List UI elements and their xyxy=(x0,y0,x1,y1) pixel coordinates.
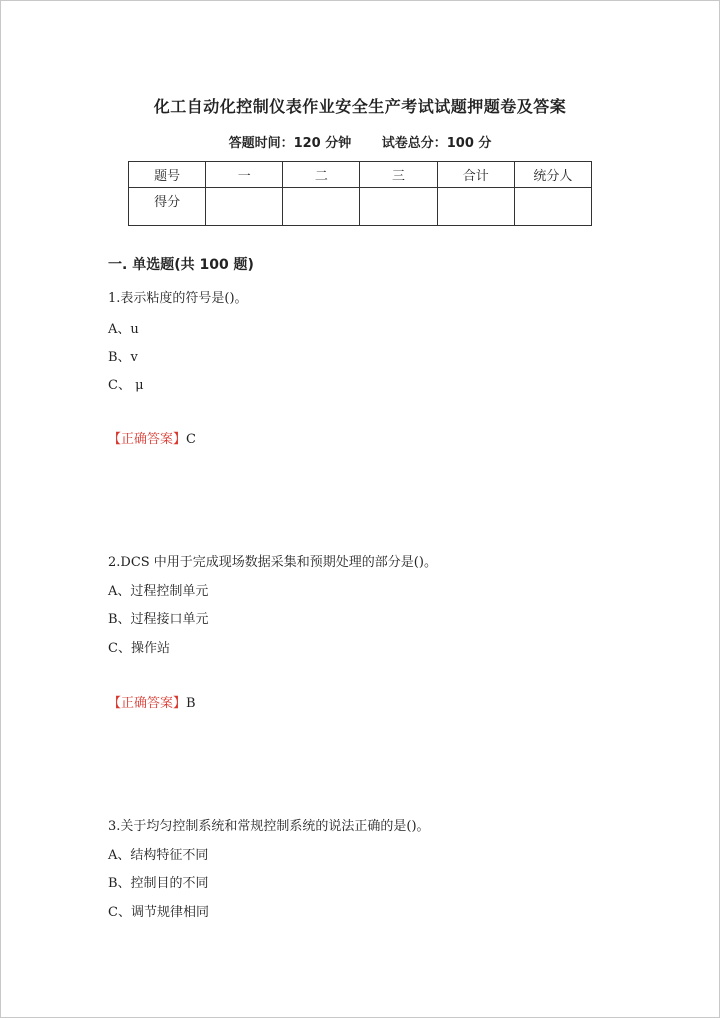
score-cell xyxy=(514,188,591,226)
option-a: A、结构特征不同 xyxy=(108,848,209,863)
option-c: C、调节规律相同 xyxy=(108,905,209,920)
option-c: C、 μ xyxy=(108,378,144,393)
option-a: A、u xyxy=(108,322,139,337)
score-table-score-row xyxy=(129,188,592,226)
score-header-cell: 合计 xyxy=(437,162,514,188)
score-cell xyxy=(206,188,283,226)
section-title: 一. 单选题(共 100 题) xyxy=(108,257,254,273)
option-b: B、过程接口单元 xyxy=(108,612,209,627)
option-c: C、操作站 xyxy=(108,641,170,656)
correct-answer-label: 【正确答案】 xyxy=(108,432,187,447)
correct-answer-value: B xyxy=(186,696,196,711)
exam-total-score: 试卷总分：100 分 xyxy=(381,136,492,151)
question-text: 2.DCS 中用于完成现场数据采集和预期处理的部分是()。 xyxy=(108,555,437,570)
score-cell xyxy=(437,188,514,226)
correct-answer-label: 【正确答案】 xyxy=(108,696,187,711)
exam-time: 答题时间：120 分钟 xyxy=(228,136,352,151)
score-table xyxy=(128,161,592,226)
exam-info xyxy=(0,132,720,151)
score-row-label: 得分 xyxy=(129,188,206,226)
score-cell xyxy=(283,188,360,226)
question-text: 3.关于均匀控制系统和常规控制系统的说法正确的是()。 xyxy=(108,819,430,834)
score-header-cell: 统分人 xyxy=(514,162,591,188)
score-header-cell: 三 xyxy=(360,162,437,188)
score-header-cell: 二 xyxy=(283,162,360,188)
score-cell xyxy=(360,188,437,226)
question-text: 1.表示粘度的符号是()。 xyxy=(108,291,248,306)
option-b: B、控制目的不同 xyxy=(108,876,209,891)
correct-answer xyxy=(108,428,196,447)
option-b: B、v xyxy=(108,350,138,365)
score-header-cell: 题号 xyxy=(129,162,206,188)
score-header-cell: 一 xyxy=(206,162,283,188)
document-title: 化工自动化控制仪表作业安全生产考试试题押题卷及答案 xyxy=(153,97,567,116)
correct-answer-value: C xyxy=(186,432,196,447)
correct-answer xyxy=(108,692,196,711)
score-table-header-row xyxy=(129,162,592,188)
option-a: A、过程控制单元 xyxy=(108,584,209,599)
